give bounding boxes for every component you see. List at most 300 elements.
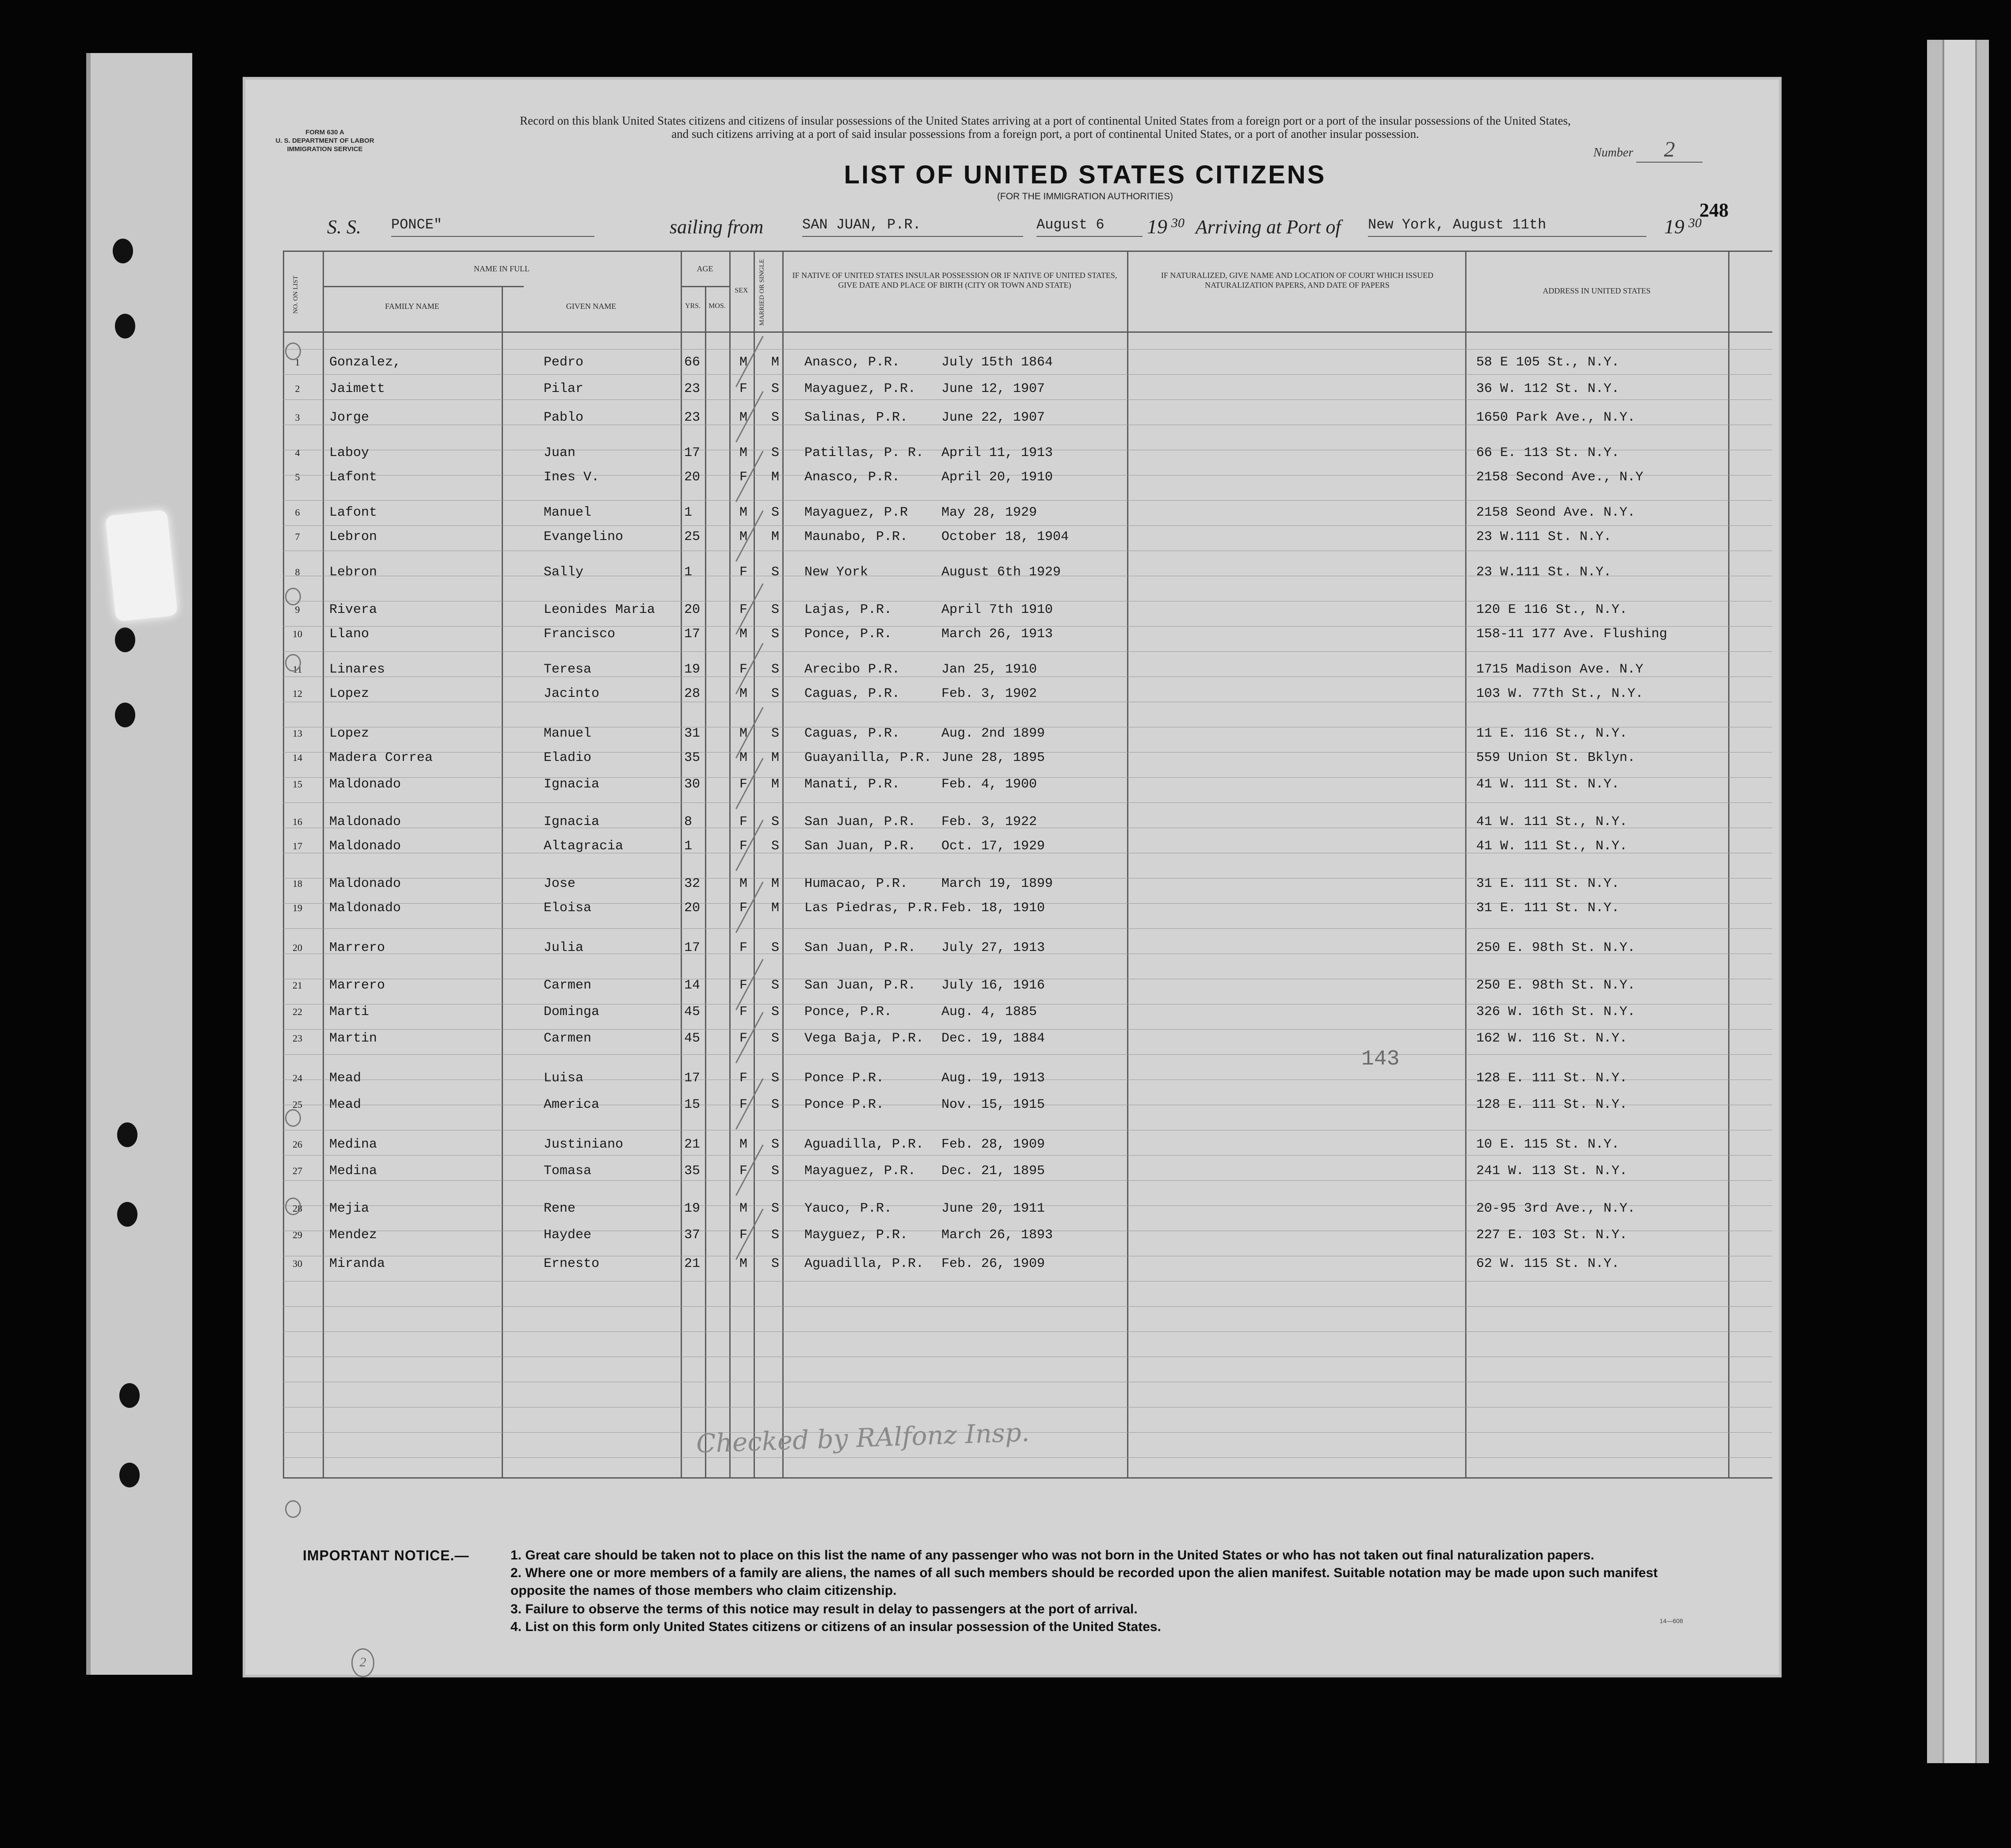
sex: F — [739, 1071, 748, 1086]
row-number: 2 — [295, 383, 300, 394]
departure-port: SAN JUAN, P.R. — [802, 217, 1023, 237]
service-name: IMMIGRATION SERVICE — [287, 145, 363, 153]
punch-hole — [115, 314, 135, 338]
given-name: Altagracia — [544, 839, 624, 854]
sex: F — [739, 1004, 748, 1019]
us-address: 31 E. 111 St. N.Y. — [1476, 901, 1620, 916]
us-address: 20-95 3rd Ave., N.Y. — [1476, 1201, 1636, 1216]
table-row — [245, 837, 1779, 864]
table-row — [245, 380, 1779, 407]
given-name: Rene — [544, 1201, 576, 1216]
given-name: Haydee — [544, 1228, 592, 1243]
margin-mark: 2 — [351, 1648, 374, 1677]
row-number: 5 — [295, 472, 300, 483]
given-name: Tomasa — [544, 1164, 592, 1179]
birth-date: June 12, 1907 — [941, 381, 1045, 396]
row-number: 17 — [293, 840, 302, 852]
marital-status: M — [771, 355, 780, 370]
age-years: 37 — [684, 1228, 701, 1243]
marital-status: S — [771, 1031, 780, 1046]
marital-status: S — [771, 839, 780, 854]
table-row — [245, 661, 1779, 687]
marital-status: S — [771, 1256, 780, 1271]
age-years: 1 — [684, 839, 693, 854]
table-row — [245, 749, 1779, 776]
row-number: 15 — [293, 779, 302, 790]
age-years: 32 — [684, 876, 701, 891]
given-name: Luisa — [544, 1071, 584, 1086]
marital-status: S — [771, 410, 780, 425]
table-row — [245, 601, 1779, 627]
row-number: 28 — [293, 1203, 302, 1214]
us-address: 250 E. 98th St. N.Y. — [1476, 978, 1636, 993]
family-name: Maldonado — [329, 814, 401, 829]
birth-date: Jan 25, 1910 — [941, 662, 1037, 677]
table-row — [245, 1255, 1779, 1281]
birth-place: Manati, P.R. — [804, 777, 900, 792]
birth-place: Aguadilla, P.R. — [804, 1137, 924, 1152]
birth-place: Lajas, P.R. — [804, 602, 892, 617]
birth-date: March 19, 1899 — [941, 876, 1053, 891]
family-name: Laboy — [329, 445, 369, 460]
table-row — [245, 1069, 1779, 1096]
sex: F — [739, 470, 748, 485]
age-years: 1 — [684, 505, 693, 520]
birth-date: June 20, 1911 — [941, 1201, 1045, 1216]
marital-status: S — [771, 445, 780, 460]
table-row — [245, 1162, 1779, 1189]
birth-date: Dec. 19, 1884 — [941, 1031, 1045, 1046]
sex: F — [739, 565, 748, 580]
birth-place: Las Piedras, P.R. — [804, 901, 940, 916]
family-name: Rivera — [329, 602, 377, 617]
age-years: 28 — [684, 686, 701, 701]
film-strip-left — [86, 53, 192, 1675]
table-row — [245, 977, 1779, 1003]
birth-place: New York — [804, 565, 868, 580]
sex: M — [739, 726, 748, 741]
us-address: 66 E. 113 St. N.Y. — [1476, 445, 1620, 460]
document-sheet — [245, 80, 1779, 1675]
notice-heading: IMPORTANT NOTICE.— — [303, 1548, 469, 1563]
birth-place: Vega Baja, P.R. — [804, 1031, 924, 1046]
birth-place: Ponce P.R. — [804, 1071, 884, 1086]
sex: F — [739, 1228, 748, 1243]
age-years: 45 — [684, 1031, 701, 1046]
ruled-line — [283, 1457, 1772, 1458]
us-address: 1650 Park Ave., N.Y. — [1476, 410, 1636, 425]
birth-place: San Juan, P.R. — [804, 940, 916, 955]
family-name: Llano — [329, 627, 369, 642]
given-name: Leonides Maria — [544, 602, 655, 617]
birth-place: Maunabo, P.R. — [804, 529, 908, 544]
punch-hole — [117, 1122, 137, 1147]
family-name: Lebron — [329, 565, 377, 580]
sex: F — [739, 1097, 748, 1112]
marital-status: M — [771, 470, 780, 485]
family-name: Lopez — [329, 686, 369, 701]
row-number: 8 — [295, 567, 300, 578]
given-name: Eladio — [544, 750, 592, 765]
sex: M — [739, 505, 748, 520]
header-family-name: FAMILY NAME — [385, 302, 439, 311]
table-row — [245, 1030, 1779, 1056]
birth-date: Feb. 4, 1900 — [941, 777, 1037, 792]
sex: F — [739, 940, 748, 955]
table-row — [245, 1096, 1779, 1122]
marital-status: M — [771, 529, 780, 544]
family-name: Maldonado — [329, 876, 401, 891]
birth-date: Feb. 26, 1909 — [941, 1256, 1045, 1271]
stray-number: 143 — [1361, 1047, 1400, 1071]
given-name: Teresa — [544, 662, 592, 677]
birth-date: Aug. 19, 1913 — [941, 1071, 1045, 1086]
given-name: Pilar — [544, 381, 584, 396]
ruled-line — [283, 1306, 1772, 1307]
circle-mark — [285, 1109, 301, 1127]
age-years: 15 — [684, 1097, 701, 1112]
age-years: 19 — [684, 1201, 701, 1216]
row-number: 24 — [293, 1072, 302, 1084]
sex: M — [739, 1201, 748, 1216]
table-row — [245, 776, 1779, 802]
given-name: Pedro — [544, 355, 584, 370]
number-value: 2 — [1636, 136, 1702, 163]
sex: M — [739, 445, 748, 460]
us-address: 326 W. 16th St. N.Y. — [1476, 1004, 1636, 1019]
marital-status: M — [771, 777, 780, 792]
age-years: 23 — [684, 381, 701, 396]
marital-status: S — [771, 1004, 780, 1019]
birth-place: Salinas, P.R. — [804, 410, 908, 425]
marital-status: S — [771, 627, 780, 642]
birth-date: Feb. 3, 1902 — [941, 686, 1037, 701]
us-address: 120 E 116 St., N.Y. — [1476, 602, 1628, 617]
table-row — [245, 875, 1779, 901]
header-no-on-list: NO. ON LIST — [292, 275, 299, 314]
sex: F — [739, 662, 748, 677]
birth-date: Aug. 2nd 1899 — [941, 726, 1045, 741]
circle-mark — [285, 1198, 301, 1215]
row-number: 25 — [293, 1099, 302, 1110]
age-years: 66 — [684, 355, 701, 370]
row-number: 30 — [293, 1258, 302, 1269]
us-address: 23 W.111 St. N.Y. — [1476, 565, 1612, 580]
given-name: Francisco — [544, 627, 616, 642]
birth-place: Aguadilla, P.R. — [804, 1256, 924, 1271]
punch-hole — [113, 239, 133, 263]
punch-hole — [117, 1202, 137, 1227]
given-name: Ernesto — [544, 1256, 600, 1271]
table-row — [245, 813, 1779, 840]
birth-date: July 15th 1864 — [941, 355, 1053, 370]
row-number: 11 — [293, 664, 302, 675]
given-name: America — [544, 1097, 600, 1112]
birth-place: Mayaguez, P.R. — [804, 381, 916, 396]
header-birth: IF NATIVE OF UNITED STATES INSULAR POSSESSION OR IF NATIVE OF UNITED STATES, GIVE DATE AND PLACE OF BIRTH (CITY OR TOWN AND STATE) — [792, 271, 1117, 289]
sex: M — [739, 750, 748, 765]
birth-date: June 28, 1895 — [941, 750, 1045, 765]
marital-status: S — [771, 1201, 780, 1216]
us-address: 2158 Seond Ave. N.Y. — [1476, 505, 1636, 520]
table-border — [283, 331, 1772, 333]
table-border — [283, 251, 1772, 252]
given-name: Ignacia — [544, 777, 600, 792]
sex: F — [739, 602, 748, 617]
table-row — [245, 725, 1779, 751]
birth-date: October 18, 1904 — [941, 529, 1069, 544]
age-years: 23 — [684, 410, 701, 425]
us-address: 103 W. 77th St., N.Y. — [1476, 686, 1644, 701]
birth-date: Dec. 21, 1895 — [941, 1164, 1045, 1179]
row-number: 3 — [295, 412, 300, 423]
row-number: 21 — [293, 980, 302, 991]
marital-status: S — [771, 814, 780, 829]
family-name: Lebron — [329, 529, 377, 544]
us-address: 559 Union St. Bklyn. — [1476, 750, 1636, 765]
voyage-line — [245, 212, 1779, 243]
us-address: 128 E. 111 St. N.Y. — [1476, 1071, 1628, 1086]
given-name: Juan — [544, 445, 576, 460]
marital-status: M — [771, 901, 780, 916]
birth-date: April 7th 1910 — [941, 602, 1053, 617]
sex: M — [739, 529, 748, 544]
birth-date: Nov. 15, 1915 — [941, 1097, 1045, 1112]
arriving-label: Arriving at Port of — [1196, 216, 1341, 238]
given-name: Sally — [544, 565, 584, 580]
marital-status: S — [771, 726, 780, 741]
circle-mark — [285, 588, 301, 605]
family-name: Jaimett — [329, 381, 385, 396]
family-name: Linares — [329, 662, 385, 677]
year-prefix-arrival: 19 — [1664, 215, 1684, 238]
row-number: 22 — [293, 1006, 302, 1017]
form-identifier — [272, 128, 378, 153]
age-years: 35 — [684, 750, 701, 765]
table-row — [245, 563, 1779, 590]
birth-place: Anasco, P.R. — [804, 470, 900, 485]
us-address: 41 W. 111 St., N.Y. — [1476, 814, 1628, 829]
row-number: 18 — [293, 878, 302, 889]
punch-hole — [115, 627, 135, 652]
header-given-name: GIVEN NAME — [566, 302, 617, 311]
marital-status: S — [771, 602, 780, 617]
header-mos: MOS. — [708, 302, 726, 310]
marital-status: M — [771, 876, 780, 891]
birth-place: Ponce, P.R. — [804, 627, 892, 642]
marital-status: S — [771, 1097, 780, 1112]
us-address: 31 E. 111 St. N.Y. — [1476, 876, 1620, 891]
page-title: LIST OF UNITED STATES CITIZENS — [844, 160, 1326, 189]
family-name: Lafont — [329, 505, 377, 520]
marital-status: S — [771, 381, 780, 396]
year-prefix: 19 — [1147, 215, 1167, 238]
row-number: 20 — [293, 942, 302, 953]
family-name: Madera Correa — [329, 750, 433, 765]
table-row — [245, 444, 1779, 471]
birth-place: Mayaguez, P.R. — [804, 1164, 916, 1179]
given-name: Jacinto — [544, 686, 600, 701]
sex: F — [739, 1164, 748, 1179]
age-years: 35 — [684, 1164, 701, 1179]
age-years: 8 — [684, 814, 693, 829]
row-number: 19 — [293, 902, 302, 913]
age-years: 30 — [684, 777, 701, 792]
family-name: Miranda — [329, 1256, 385, 1271]
given-name: Manuel — [544, 726, 592, 741]
age-years: 31 — [684, 726, 701, 741]
us-address: 23 W.111 St. N.Y. — [1476, 529, 1612, 544]
family-name: Martin — [329, 1031, 377, 1046]
sex: F — [739, 978, 748, 993]
sex: F — [739, 814, 748, 829]
marital-status: S — [771, 1228, 780, 1243]
birth-date: July 16, 1916 — [941, 978, 1045, 993]
birth-date: June 22, 1907 — [941, 410, 1045, 425]
us-address: 241 W. 113 St. N.Y. — [1476, 1164, 1628, 1179]
ship-name: PONCE" — [391, 217, 594, 237]
row-number: 23 — [293, 1033, 302, 1044]
sailing-label: sailing from — [670, 216, 764, 238]
row-number: 29 — [293, 1229, 302, 1240]
given-name: Julia — [544, 940, 584, 955]
marital-status: S — [771, 1137, 780, 1152]
table-row — [245, 1226, 1779, 1253]
table-row — [245, 1136, 1779, 1162]
row-number: 26 — [293, 1139, 302, 1150]
family-name: Jorge — [329, 410, 369, 425]
given-name: Jose — [544, 876, 576, 891]
table-row — [245, 504, 1779, 530]
ruled-line — [283, 1331, 1772, 1332]
family-name: Medina — [329, 1137, 377, 1152]
birth-place: Anasco, P.R. — [804, 355, 900, 370]
age-years: 1 — [684, 565, 693, 580]
age-years: 19 — [684, 662, 701, 677]
table-border — [323, 286, 524, 287]
ruled-line — [283, 500, 1772, 501]
given-name: Carmen — [544, 1031, 592, 1046]
birth-place: Ponce P.R. — [804, 1097, 884, 1112]
punch-hole — [119, 1383, 140, 1408]
row-number: 27 — [293, 1165, 302, 1176]
birth-date: March 26, 1913 — [941, 627, 1053, 642]
age-years: 25 — [684, 529, 701, 544]
birth-place: Mayguez, P.R. — [804, 1228, 908, 1243]
sex: M — [739, 876, 748, 891]
punch-hole — [119, 1463, 140, 1487]
marital-status: M — [771, 750, 780, 765]
marital-status: S — [771, 1164, 780, 1179]
row-number: 13 — [293, 728, 302, 739]
table-row — [245, 354, 1779, 380]
sex: M — [739, 410, 748, 425]
page-number: 248 — [1699, 199, 1729, 221]
family-name: Maldonado — [329, 839, 401, 854]
given-name: Pablo — [544, 410, 584, 425]
punch-hole — [115, 703, 135, 727]
tape-fragment — [105, 510, 178, 621]
sex: M — [739, 686, 748, 701]
age-years: 20 — [684, 901, 701, 916]
family-name: Medina — [329, 1164, 377, 1179]
age-years: 20 — [684, 470, 701, 485]
row-number: 4 — [295, 447, 300, 458]
circle-mark — [285, 654, 301, 672]
form-number: FORM 630 A — [305, 129, 344, 136]
circle-mark — [285, 1500, 301, 1518]
birth-place: Patillas, P. R. — [804, 445, 924, 460]
us-address: 162 W. 116 St. N.Y. — [1476, 1031, 1628, 1046]
age-years: 21 — [684, 1137, 701, 1152]
sex: M — [739, 1256, 748, 1271]
birth-place: Humacao, P.R. — [804, 876, 908, 891]
sex: F — [739, 381, 748, 396]
header-address: ADDRESS IN UNITED STATES — [1543, 286, 1651, 295]
family-name: Marrero — [329, 940, 385, 955]
marital-status: S — [771, 978, 780, 993]
table-row — [245, 625, 1779, 652]
birth-place: Yauco, P.R. — [804, 1201, 892, 1216]
birth-place: Ponce, P.R. — [804, 1004, 892, 1019]
us-address: 41 W. 111 St. N.Y. — [1476, 777, 1620, 792]
list-number — [1593, 136, 1702, 163]
sex: F — [739, 777, 748, 792]
sex: M — [739, 355, 748, 370]
print-code: 14—608 — [1660, 1617, 1683, 1624]
sex: M — [739, 627, 748, 642]
age-years: 17 — [684, 1071, 701, 1086]
marital-status: S — [771, 686, 780, 701]
birth-date: April 20, 1910 — [941, 470, 1053, 485]
ss-label: S. S. — [327, 216, 361, 238]
us-address: 41 W. 111 St., N.Y. — [1476, 839, 1628, 854]
marital-status: S — [771, 662, 780, 677]
birth-date: July 27, 1913 — [941, 940, 1045, 955]
notice-item: 4. List on this form only United States citizens or citizens of an insular possession of the United States. — [510, 1620, 1161, 1634]
given-name: Dominga — [544, 1004, 600, 1019]
table-row — [245, 685, 1779, 711]
age-years: 17 — [684, 445, 701, 460]
birth-date: March 26, 1893 — [941, 1228, 1053, 1243]
sex: M — [739, 1137, 748, 1152]
marital-status: S — [771, 505, 780, 520]
us-address: 2158 Second Ave., N.Y — [1476, 470, 1644, 485]
birth-place: Mayaguez, P.R — [804, 505, 908, 520]
header-name-in-full: NAME IN FULL — [474, 264, 529, 273]
family-name: Mead — [329, 1071, 362, 1086]
header-age: AGE — [697, 264, 713, 273]
family-name: Lopez — [329, 726, 369, 741]
header-yrs: YRS. — [685, 302, 701, 310]
department-name: U. S. DEPARTMENT OF LABOR — [275, 137, 374, 144]
header-naturalized: IF NATURALIZED, GIVE NAME AND LOCATION OF COURT WHICH ISSUED NATURALIZATION PAPERS, AND DATE OF PAPERS — [1161, 271, 1434, 289]
row-number: 9 — [295, 604, 300, 615]
page-subtitle: (FOR THE IMMIGRATION AUTHORITIES) — [997, 191, 1173, 202]
us-address: 227 E. 103 St. N.Y. — [1476, 1228, 1628, 1243]
table-row — [245, 899, 1779, 926]
birth-date: Oct. 17, 1929 — [941, 839, 1045, 854]
us-address: 58 E 105 St., N.Y. — [1476, 355, 1620, 370]
row-number: 14 — [293, 752, 302, 763]
birth-place: Guayanilla, P.R. — [804, 750, 932, 765]
row-number: 10 — [293, 628, 302, 639]
header-sex: SEX — [735, 287, 748, 294]
given-name: Ignacia — [544, 814, 600, 829]
age-years: 17 — [684, 627, 701, 642]
age-years: 20 — [684, 602, 701, 617]
birth-date: Aug. 4, 1885 — [941, 1004, 1037, 1019]
